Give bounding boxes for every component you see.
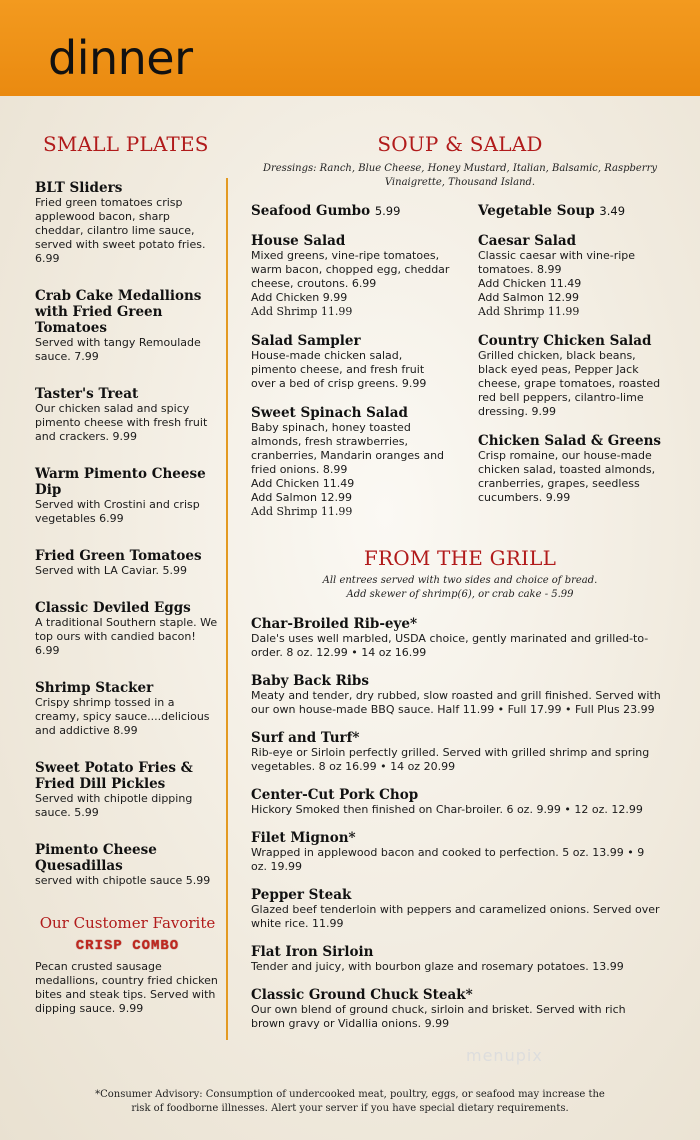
item-desc: Wrapped in applewood bacon and cooked to perfection. 5 oz. 13.99 • 9 oz. 19.99 (251, 846, 645, 873)
item-name: Taster's Treat (35, 386, 139, 402)
item-name: Sweet Potato Fries & Fried Dill Pickles (35, 760, 193, 792)
favorite-name: CRISP COMBO (75, 938, 180, 954)
add-on: Add Chicken 9.99 (251, 291, 348, 304)
page-title: dinner (48, 31, 193, 85)
item-name: Chicken Salad & Greens (478, 433, 662, 449)
item-name: Caesar Salad (478, 233, 577, 249)
watermark: menupix (466, 1046, 543, 1065)
menu-item (478, 233, 664, 319)
menu-item (35, 680, 220, 738)
menu-item (251, 405, 451, 519)
item-name: Salad Sampler (251, 333, 361, 349)
menu-item (251, 233, 451, 319)
item-desc: Glazed beef tenderloin with peppers and caramelized onions. Served over white rice. 11.99 (251, 903, 660, 930)
item-name: Baby Back Ribs (251, 673, 369, 689)
menu-item (35, 842, 220, 888)
item-desc: Served with Crostini and crisp vegetables 6.99 (35, 498, 200, 525)
item-desc: Our own blend of ground chuck, sirloin and brisket. Served with rich brown gravy or Vidallia onions. 9.99 (251, 1003, 626, 1030)
item-desc: House-made chicken salad, pimento cheese, and fresh fruit over a bed of crisp greens. 9.99 (251, 349, 427, 390)
item-desc: Tender and juicy, with bourbon glaze and rosemary potatoes. 13.99 (251, 960, 624, 973)
item-desc: Mixed greens, vine-ripe tomatoes, warm bacon, chopped egg, cheddar cheese, croutons. 6.99 (251, 249, 450, 290)
menu-item (251, 887, 661, 931)
item-name: Shrimp Stacker (35, 680, 154, 696)
item-desc: Served with tangy Remoulade sauce. 7.99 (35, 336, 201, 363)
item-desc: Served with LA Caviar. 5.99 (35, 564, 187, 577)
item-name: Warm Pimento Cheese Dip (35, 466, 206, 498)
favorite-desc: Pecan crusted sausage medallions, country fried chicken bites and steak tips. Served with dipping sauce. 9.99 (35, 960, 218, 1015)
soup-salad-header (250, 132, 670, 190)
add-on: Add Salmon 12.99 (478, 291, 579, 304)
soup-salad-left-column (251, 203, 451, 533)
item-name: Surf and Turf* (251, 730, 360, 746)
grill-items (251, 616, 661, 1044)
menu-item (35, 180, 220, 266)
menu-item (35, 600, 220, 658)
add-on: Add Shrimp 11.99 (478, 305, 580, 318)
soup-salad-heading: SOUP & SALAD (377, 132, 543, 156)
item-name: Flat Iron Sirloin (251, 944, 374, 960)
item-desc: Dale's uses well marbled, USDA choice, gently marinated and grilled-to-order. 8 oz. 12.99 • 14 oz 16.99 (251, 632, 649, 659)
item-desc: Our chicken salad and spicy pimento cheese with fresh fruit and crackers. 9.99 (35, 402, 208, 443)
item-name: Country Chicken Salad (478, 333, 652, 349)
customer-favorite (35, 914, 220, 1016)
add-on: Add Salmon 12.99 (251, 491, 352, 504)
menu-item (478, 433, 664, 505)
menu-item (478, 333, 664, 419)
grill-note: All entrees served with two sides and choice of bread. (322, 575, 598, 586)
item-desc: Hickory Smoked then finished on Char-broiler. 6 oz. 9.99 • 12 oz. 12.99 (251, 803, 643, 816)
item-name: Classic Deviled Eggs (35, 600, 191, 616)
menu-item (251, 987, 661, 1031)
grill-note: Add skewer of shrimp(6), or crab cake - 5.99 (346, 589, 574, 600)
menu-item (35, 288, 220, 364)
dressings-note: Dressings: Ranch, Blue Cheese, Honey Mustard, Italian, Balsamic, Raspberry Vinaigrette, Thousand Island. (262, 163, 658, 188)
item-name: Classic Ground Chuck Steak* (251, 987, 473, 1003)
menu-item (251, 787, 661, 817)
item-desc: Grilled chicken, black beans, black eyed peas, Pepper Jack cheese, grape tomatoes, roasted red bell peppers, cilantro-lime dressing. 9.99 (478, 349, 661, 418)
item-name: Center-Cut Pork Chop (251, 787, 419, 803)
grill-heading: FROM THE GRILL (363, 546, 557, 570)
soup-salad-right-column (478, 203, 664, 519)
consumer-advisory: *Consumer Advisory: Consumption of undercooked meat, poultry, eggs, or seafood may increase the risk of foodborne illnesses. Alert your server if you have special dietary requirements. (95, 1089, 605, 1114)
item-desc: Meaty and tender, dry rubbed, slow roasted and grill finished. Served with our own house-made BBQ sauce. Half 11.99 • Full 17.99 • Full Plus 23.99 (251, 689, 661, 716)
item-desc: Baby spinach, honey toasted almonds, fresh strawberries, cranberries, Mandarin oranges and fried onions. 8.99 (251, 421, 445, 476)
add-on: Add Shrimp 11.99 (251, 305, 353, 318)
menu-item (251, 673, 661, 717)
menu-item (251, 730, 661, 774)
item-desc: Classic caesar with vine-ripe tomatoes. 8.99 (478, 249, 636, 276)
item-name: Pimento Cheese Quesadillas (35, 842, 157, 874)
add-on: Add Shrimp 11.99 (251, 505, 353, 518)
item-desc: A traditional Southern staple. We top ours with candied bacon! 6.99 (35, 616, 218, 657)
menu-item (251, 830, 661, 874)
item-name: BLT Sliders (35, 180, 123, 196)
item-desc: Fried green tomatoes crisp applewood bacon, sharp cheddar, cilantro lime sauce, served with sweet potato fries. 6.99 (35, 196, 206, 265)
column-divider (226, 178, 228, 1040)
small-plates-section (35, 132, 220, 1016)
item-desc: Crispy shrimp tossed in a creamy, spicy sauce....delicious and addictive 8.99 (35, 696, 210, 737)
item-name: Fried Green Tomatoes (35, 548, 202, 564)
item-desc: Rib-eye or Sirloin perfectly grilled. Served with grilled shrimp and spring vegetables. 8 oz 16.99 • 14 oz 20.99 (251, 746, 650, 773)
item-desc: Crisp romaine, our house-made chicken salad, toasted almonds, cranberries, grapes, seedless cucumbers. 9.99 (478, 449, 656, 504)
menu-item (35, 466, 220, 526)
small-plates-heading: SMALL PLATES (43, 132, 209, 156)
menu-item (251, 333, 451, 391)
item-price: 3.49 (599, 204, 626, 218)
favorite-label: Our Customer Favorite (39, 914, 216, 932)
menu-item (478, 203, 664, 219)
menu-item (35, 548, 220, 578)
item-price: 5.99 (374, 204, 401, 218)
menu-item (35, 386, 220, 444)
add-on: Add Chicken 11.49 (478, 277, 582, 290)
item-name: Seafood Gumbo (251, 203, 371, 219)
item-name: Pepper Steak (251, 887, 352, 903)
item-desc: served with chipotle sauce 5.99 (35, 874, 211, 887)
item-name: House Salad (251, 233, 346, 249)
menu-item (35, 760, 220, 820)
menu-item (251, 203, 451, 219)
item-desc: Served with chipotle dipping sauce. 5.99 (35, 792, 193, 819)
item-name: Sweet Spinach Salad (251, 405, 408, 421)
menu-item (251, 616, 661, 660)
add-on: Add Chicken 11.49 (251, 477, 355, 490)
grill-header (250, 546, 670, 602)
item-name: Char-Broiled Rib-eye* (251, 616, 418, 632)
item-name: Filet Mignon* (251, 830, 356, 846)
item-name: Vegetable Soup (478, 203, 595, 219)
item-name: Crab Cake Medallions with Fried Green Tomatoes (35, 288, 202, 336)
menu-item (251, 944, 661, 974)
